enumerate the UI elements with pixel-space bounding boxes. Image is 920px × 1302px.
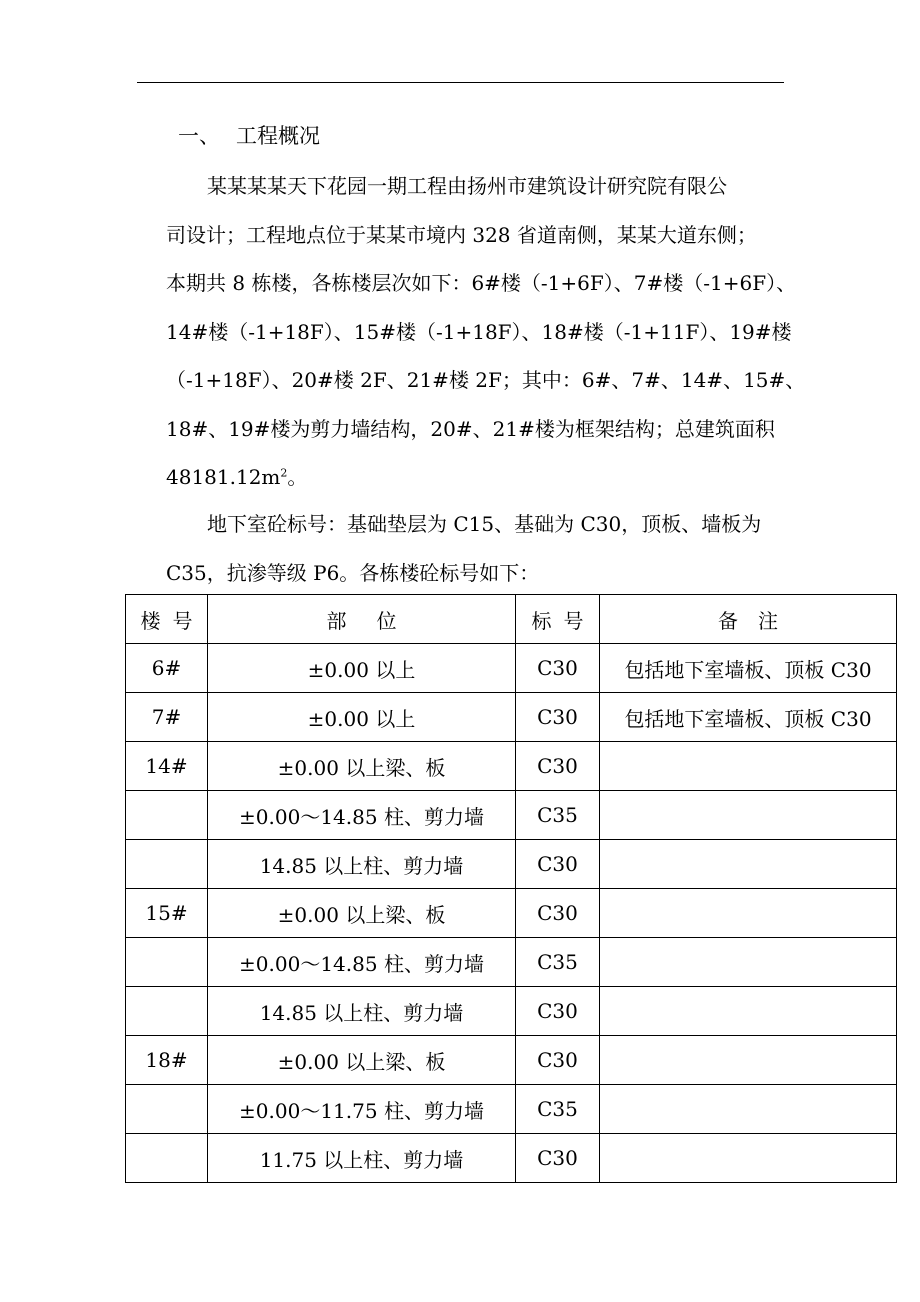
table-row <box>126 693 897 742</box>
cell-building-no <box>126 987 208 1036</box>
table-row <box>126 1134 897 1183</box>
header-grade: 标号 <box>516 595 600 644</box>
paragraph-line: C35，抗渗等级 P6。各栋楼砼标号如下： <box>166 560 540 585</box>
concrete-grade-table <box>125 594 897 1183</box>
cell-building-no: 18# <box>126 1036 208 1085</box>
area-unit-superscript: 2 <box>280 466 288 480</box>
cell-location: 11.75 以上柱、剪力墙 <box>208 1134 516 1183</box>
cell-remarks <box>600 889 897 938</box>
sentence-end: 。 <box>287 465 308 489</box>
cell-location: 14.85 以上柱、剪力墙 <box>208 840 516 889</box>
total-area-value: 48181.12m <box>166 465 281 489</box>
header-building-no: 楼号 <box>126 595 208 644</box>
table-row <box>126 987 897 1036</box>
header-location: 部位 <box>208 595 516 644</box>
cell-location: ±0.00～11.75 柱、剪力墙 <box>208 1085 516 1134</box>
cell-remarks <box>600 987 897 1036</box>
section-number: 一、 <box>178 124 220 148</box>
cell-grade: C30 <box>516 693 600 742</box>
cell-building-no: 6# <box>126 644 208 693</box>
table-row <box>126 1036 897 1085</box>
cell-remarks <box>600 791 897 840</box>
cell-building-no <box>126 791 208 840</box>
cell-location: 14.85 以上柱、剪力墙 <box>208 987 516 1036</box>
cell-location: ±0.00 以上 <box>208 644 516 693</box>
paragraph-line: （-1+18F）、20#楼 2F、21#楼 2F；其中：6#、7#、14#、15#、 <box>166 368 806 392</box>
cell-grade: C35 <box>516 938 600 987</box>
cell-location: ±0.00～14.85 柱、剪力墙 <box>208 791 516 840</box>
cell-grade: C30 <box>516 840 600 889</box>
cell-remarks <box>600 742 897 791</box>
cell-remarks <box>600 1085 897 1134</box>
cell-grade: C35 <box>516 1085 600 1134</box>
cell-location: ±0.00～14.85 柱、剪力墙 <box>208 938 516 987</box>
table-row <box>126 840 897 889</box>
table-row <box>126 889 897 938</box>
header-remarks: 备注 <box>600 595 897 644</box>
cell-location: ±0.00 以上 <box>208 693 516 742</box>
cell-remarks <box>600 938 897 987</box>
cell-building-no: 7# <box>126 693 208 742</box>
table-row <box>126 938 897 987</box>
concrete-grade-paragraph <box>166 500 786 597</box>
cell-remarks <box>600 840 897 889</box>
section-title: 工程概况 <box>236 124 320 148</box>
cell-location: ±0.00 以上梁、板 <box>208 742 516 791</box>
paragraph-line: 地下室砼标号：基础垫层为 C15、基础为 C30，顶板、墙板为 <box>207 512 762 536</box>
table-row <box>126 644 897 693</box>
cell-grade: C30 <box>516 889 600 938</box>
cell-remarks <box>600 1036 897 1085</box>
paragraph-line: 某某某某天下花园一期工程由扬州市建筑设计研究院有限公 <box>207 174 727 198</box>
header-rule <box>137 82 784 83</box>
cell-grade: C35 <box>516 791 600 840</box>
cell-remarks: 包括地下室墙板、顶板 C30 <box>600 644 897 693</box>
cell-grade: C30 <box>516 987 600 1036</box>
cell-building-no <box>126 1134 208 1183</box>
cell-location: ±0.00 以上梁、板 <box>208 1036 516 1085</box>
cell-building-no <box>126 1085 208 1134</box>
paragraph-line: 18#、19#楼为剪力墙结构，20#、21#楼为框架结构；总建筑面积 <box>166 416 775 441</box>
cell-grade: C30 <box>516 644 600 693</box>
cell-remarks <box>600 1134 897 1183</box>
cell-building-no <box>126 840 208 889</box>
cell-location: ±0.00 以上梁、板 <box>208 889 516 938</box>
cell-grade: C30 <box>516 742 600 791</box>
paragraph-line: 本期共 8 栋楼，各栋楼层次如下：6#楼（-1+6F）、7#楼（-1+6F）、 <box>166 271 797 295</box>
table-row <box>126 1085 897 1134</box>
cell-building-no: 14# <box>126 742 208 791</box>
paragraph-line: 司设计；工程地点位于某某市境内 328 省道南侧，某某大道东侧； <box>166 222 757 247</box>
paragraph-line: 14#楼（-1+18F）、15#楼（-1+18F）、18#楼（-1+11F）、19#楼 <box>166 319 792 344</box>
table-row <box>126 791 897 840</box>
cell-grade: C30 <box>516 1134 600 1183</box>
cell-remarks: 包括地下室墙板、顶板 C30 <box>600 693 897 742</box>
total-area-line <box>166 453 786 502</box>
table-row <box>126 742 897 791</box>
cell-building-no <box>126 938 208 987</box>
table-header-row <box>126 595 897 644</box>
project-overview-paragraph <box>166 162 806 502</box>
section-heading <box>178 118 320 154</box>
cell-building-no: 15# <box>126 889 208 938</box>
cell-grade: C30 <box>516 1036 600 1085</box>
